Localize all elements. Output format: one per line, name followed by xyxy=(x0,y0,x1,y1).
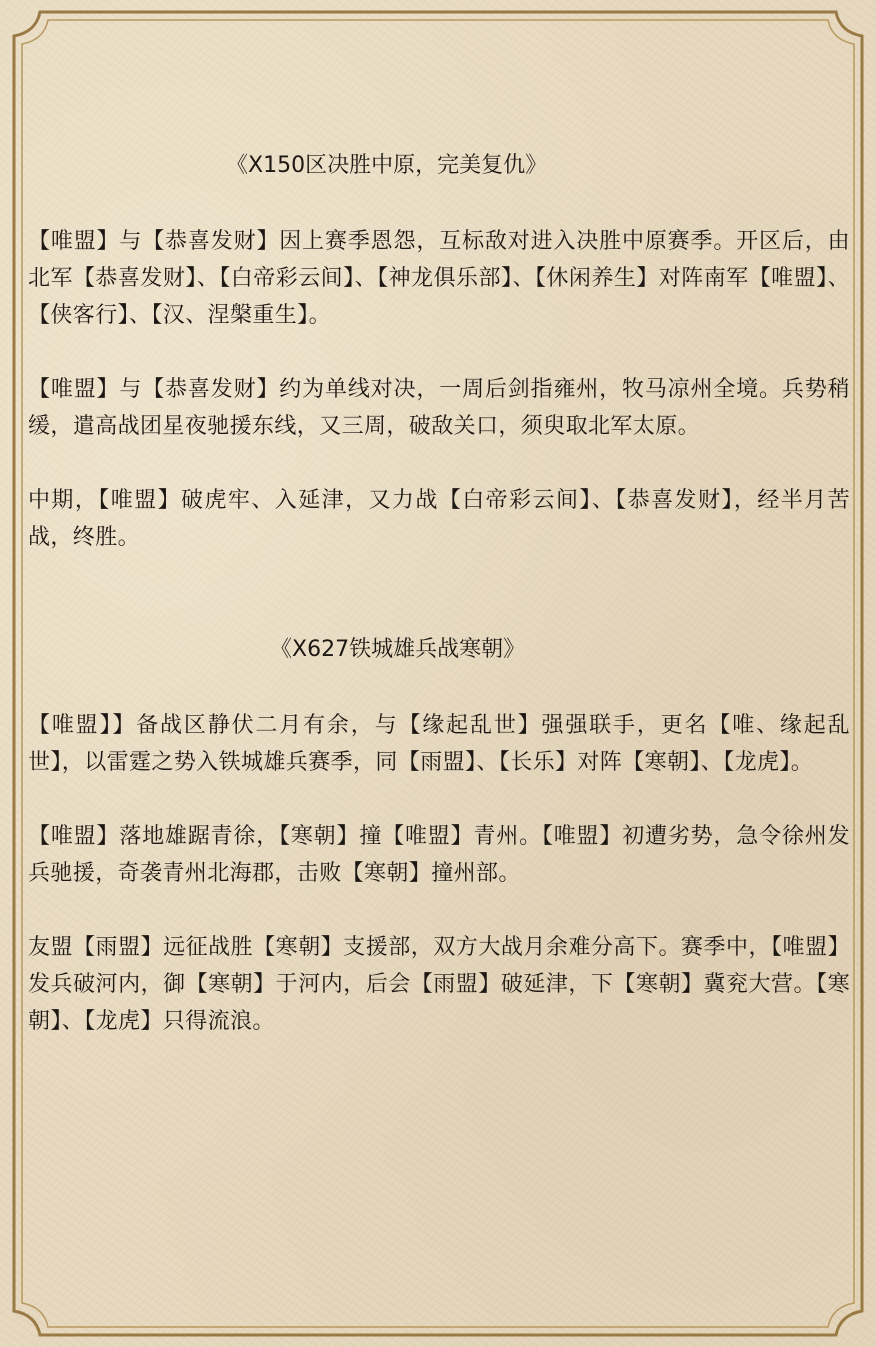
section-1-paragraph-2: 【唯盟】与【恭喜发财】约为单线对决，一周后剑指雍州，牧马凉州全境。兵势稍缓，遣高战团星夜驰援东线，又三周，破敌关口，须臾取北军太原。 xyxy=(28,377,850,439)
section-1-paragraph-1: 【唯盟】与【恭喜发财】因上赛季恩怨，互标敌对进入决胜中原赛季。开区后，由北军【恭喜发财】、【白帝彩云间】、【神龙俱乐部】、【休闲养生】对阵南军【唯盟】、【侠客行】、【汉、涅槃重生】。 xyxy=(28,229,850,328)
section-1-paragraph-3: 中期，【唯盟】破虎牢、入延津，又力战【白帝彩云间】、【恭喜发财】，经半月苦战，终胜。 xyxy=(28,488,850,550)
section-2-paragraph-3: 友盟【雨盟】远征战胜【寒朝】支援部，双方大战月余难分高下。赛季中，【唯盟】发兵破河内，御【寒朝】于河内，后会【雨盟】破延津，下【寒朝】冀兖大营。【寒朝】、【龙虎】只得流浪。 xyxy=(28,935,850,1034)
article-content xyxy=(28,140,850,1040)
section-1-title: 《X150区决胜中原，完美复仇》 xyxy=(226,153,548,178)
section-2-paragraph-2: 【唯盟】落地雄踞青徐，【寒朝】撞【唯盟】青州。【唯盟】初遭劣势，急令徐州发兵驰援，奇袭青州北海郡，击败【寒朝】撞州部。 xyxy=(28,824,850,886)
section-2-title: 《X627铁城雄兵战寒朝》 xyxy=(270,637,526,662)
section-2-paragraph-1: 【唯盟】】备战区静伏二月有余，与【缘起乱世】强强联手，更名【唯、缘起乱世】，以雷霆之势入铁城雄兵赛季，同【雨盟】、【长乐】对阵【寒朝】、【龙虎】。 xyxy=(28,713,850,775)
